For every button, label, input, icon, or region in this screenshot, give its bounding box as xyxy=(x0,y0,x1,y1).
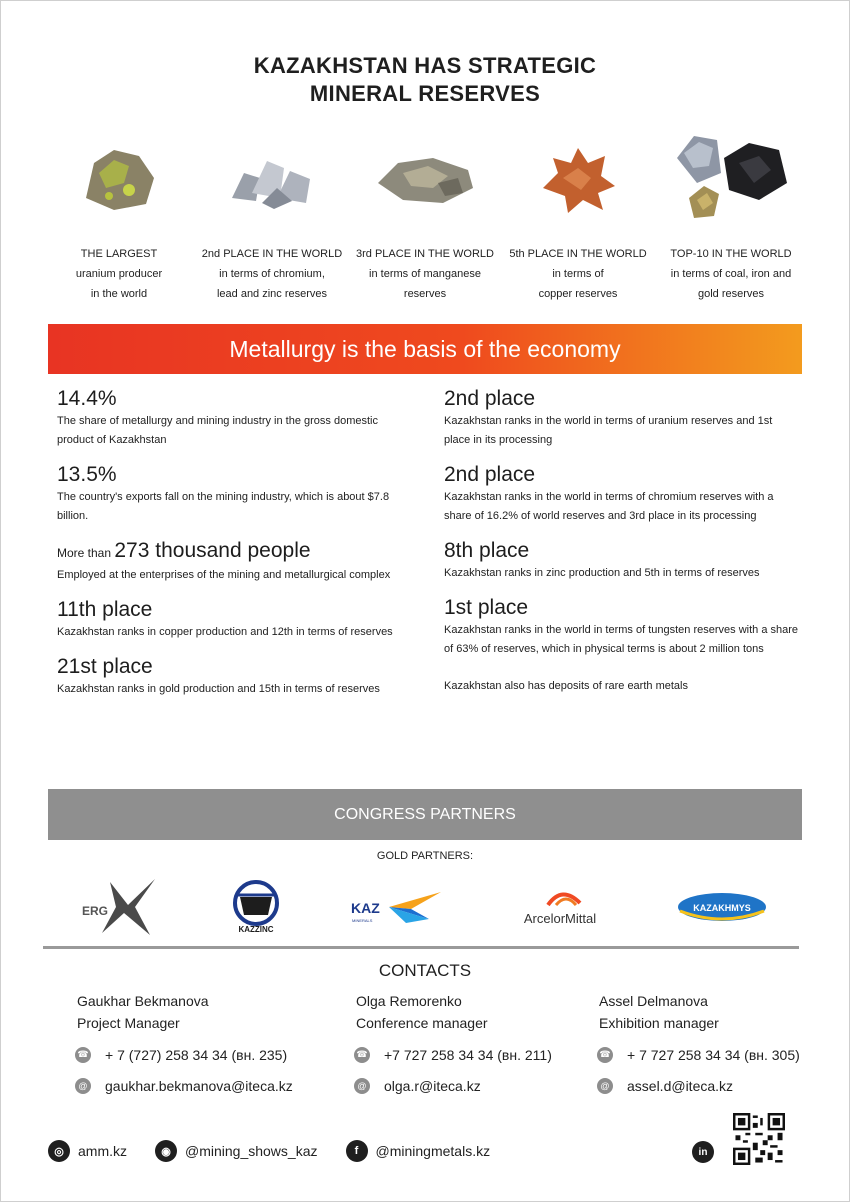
stat-value: 1st place xyxy=(444,596,529,619)
email-text: olga.r@iteca.kz xyxy=(384,1077,481,1094)
phone-icon: ☎ xyxy=(354,1047,370,1063)
stat-item xyxy=(57,538,407,585)
globe-icon: ◎ xyxy=(48,1140,70,1162)
mineral-caption-line: 3rd PLACE IN THE WORLD xyxy=(356,248,494,260)
mineral-caption-line: in terms of manganese xyxy=(369,268,481,280)
kazakhmys-logo-text: KAZAKHMYS xyxy=(693,903,751,913)
erg-logo[interactable] xyxy=(80,877,160,937)
contacts-title: CONTACTS xyxy=(378,961,472,980)
contact-email[interactable] xyxy=(599,1075,829,1096)
contact-phone[interactable] xyxy=(77,1044,337,1065)
stat-description: The country's exports fall on the mining industry, which is about $7.8 billion. xyxy=(57,491,390,522)
mineral-caption-line: reserves xyxy=(403,288,447,300)
mineral-chromium xyxy=(198,125,346,304)
stat-description: The share of metallurgy and mining industry in the gross domestic product of Kazakhstan xyxy=(57,415,378,446)
page-title xyxy=(0,52,850,108)
stat-item xyxy=(444,386,799,450)
contact-card xyxy=(77,990,337,1096)
kaz-minerals-logo[interactable] xyxy=(351,887,446,927)
arcelormittal-logo[interactable] xyxy=(510,885,610,929)
contact-name: Assel Delmanova xyxy=(599,993,708,1009)
contact-card xyxy=(356,990,616,1096)
phone-text: +7 727 258 34 34 (вн. 211) xyxy=(384,1046,552,1063)
stat-description: Kazakhstan ranks in zinc production and 5th in terms of reserves xyxy=(444,567,760,579)
kazzinc-logo[interactable] xyxy=(224,879,288,935)
gold-partners-label: GOLD PARTNERS: xyxy=(376,850,474,862)
contact-email[interactable] xyxy=(77,1075,337,1096)
stat-item xyxy=(57,462,407,526)
contact-phone[interactable] xyxy=(356,1044,616,1065)
linkedin-icon[interactable]: in xyxy=(692,1141,714,1163)
instagram-icon: ◉ xyxy=(155,1140,177,1162)
kazakhmys-logo[interactable] xyxy=(674,889,770,925)
mineral-caption-line: in the world xyxy=(90,288,148,300)
stat-value: 13.5% xyxy=(57,463,117,486)
stat-value: 2nd place xyxy=(444,387,536,410)
manganese-ore-image xyxy=(351,125,499,230)
website-link[interactable] xyxy=(48,1140,127,1162)
stat-item xyxy=(57,386,407,450)
stat-item xyxy=(444,538,799,583)
kaz-logo-text: KAZ xyxy=(351,900,381,916)
mineral-caption-line: TOP-10 IN THE WORLD xyxy=(670,248,792,260)
rare-earth-note: Kazakhstan also has deposits of rare earth metals xyxy=(444,680,688,692)
contact-card xyxy=(599,990,829,1096)
stat-description: Kazakhstan ranks in the world in terms of chromium reserves with a share of 16.2% of world reserves and 3rd place in its processing xyxy=(444,491,774,522)
contact-name: Olga Remorenko xyxy=(356,993,462,1009)
facebook-text: @miningmetals.kz xyxy=(375,1143,491,1159)
stats-left-column xyxy=(57,386,407,711)
footer-links xyxy=(48,1140,518,1162)
coal-iron-gold-image xyxy=(657,125,805,230)
qr-code-icon[interactable] xyxy=(733,1113,785,1165)
mineral-caption-line: in terms of coal, iron and xyxy=(670,268,792,280)
chromium-ore-image xyxy=(198,125,346,230)
mineral-caption-line: THE LARGEST xyxy=(80,248,158,260)
mineral-caption-line: in terms of xyxy=(552,268,604,280)
section-divider xyxy=(43,946,799,949)
stat-value: 21st place xyxy=(57,655,153,678)
stat-item xyxy=(444,462,799,526)
mineral-caption-line: copper reserves xyxy=(538,288,618,300)
minerals-row xyxy=(45,125,805,304)
phone-icon: ☎ xyxy=(597,1047,613,1063)
kaz-logo-subtext: MINERALS xyxy=(352,918,373,923)
contact-role: Project Manager xyxy=(77,1015,180,1031)
stat-item xyxy=(57,597,407,642)
congress-partners-bar: CONGRESS PARTNERS xyxy=(48,789,802,840)
facebook-link[interactable] xyxy=(346,1140,491,1162)
mineral-caption-line: 5th PLACE IN THE WORLD xyxy=(509,248,647,260)
contact-name: Gaukhar Bekmanova xyxy=(77,993,209,1009)
stat-value: 273 thousand people xyxy=(114,539,311,562)
stat-value: 8th place xyxy=(444,539,530,562)
website-text: amm.kz xyxy=(78,1143,127,1159)
contact-role: Exhibition manager xyxy=(599,1015,719,1031)
metallurgy-banner: Metallurgy is the basis of the economy xyxy=(48,324,802,374)
phone-icon: ☎ xyxy=(75,1047,91,1063)
uranium-ore-image xyxy=(45,125,193,230)
stat-value: 14.4% xyxy=(57,387,117,410)
stat-item xyxy=(444,595,799,659)
arcelor-logo-text: ArcelorMittal xyxy=(524,911,597,926)
phone-text: + 7 (727) 258 34 34 (вн. 235) xyxy=(105,1046,288,1063)
stat-prefix: More than xyxy=(57,546,115,560)
erg-logo-text: ERG xyxy=(81,904,108,918)
stat-description: Kazakhstan ranks in copper production and 12th in terms of reserves xyxy=(57,626,393,638)
partner-logos xyxy=(48,872,802,942)
mineral-copper xyxy=(504,125,652,304)
mineral-manganese xyxy=(351,125,499,304)
facebook-icon: f xyxy=(346,1140,368,1162)
mineral-uranium xyxy=(45,125,193,304)
stat-value: 11th place xyxy=(57,598,153,621)
email-text: gaukhar.bekmanova@iteca.kz xyxy=(105,1077,293,1094)
email-icon: @ xyxy=(597,1078,613,1094)
email-icon: @ xyxy=(75,1078,91,1094)
mineral-caption-line: uranium producer xyxy=(75,268,163,280)
stat-description: Kazakhstan ranks in gold production and 15th in terms of reserves xyxy=(57,683,380,695)
kazzinc-logo-text: KAZZINC xyxy=(238,925,274,934)
contact-role: Conference manager xyxy=(356,1015,488,1031)
stat-description: Kazakhstan ranks in the world in terms of tungsten reserves with a share of 63% of reserves, which in physical terms is about 2 million tons xyxy=(444,624,799,655)
copper-ore-image xyxy=(504,125,652,230)
instagram-text: @mining_shows_kaz xyxy=(185,1143,318,1159)
title-line-2: MINERAL RESERVES xyxy=(309,81,541,106)
email-text: assel.d@iteca.kz xyxy=(627,1077,734,1094)
stat-item xyxy=(57,654,407,699)
stats-right-column xyxy=(444,386,799,696)
mineral-coal-iron-gold xyxy=(657,125,805,304)
title-line-1: KAZAKHSTAN HAS STRATEGIC xyxy=(253,53,597,78)
contact-phone[interactable] xyxy=(599,1044,829,1065)
mineral-caption-line: in terms of chromium, xyxy=(219,268,325,280)
stat-description: Employed at the enterprises of the mining and metallurgical complex xyxy=(57,569,391,581)
mineral-caption-line: gold reserves xyxy=(697,288,765,300)
phone-text: + 7 727 258 34 34 (вн. 305) xyxy=(627,1046,800,1063)
instagram-link[interactable] xyxy=(155,1140,318,1162)
stat-description: Kazakhstan ranks in the world in terms of uranium reserves and 1st place in its processing xyxy=(444,415,773,446)
stat-value: 2nd place xyxy=(444,463,536,486)
contact-email[interactable] xyxy=(356,1075,616,1096)
mineral-caption-line: 2nd PLACE IN THE WORLD xyxy=(201,248,343,260)
email-icon: @ xyxy=(354,1078,370,1094)
mineral-caption-line: lead and zinc reserves xyxy=(216,288,328,300)
